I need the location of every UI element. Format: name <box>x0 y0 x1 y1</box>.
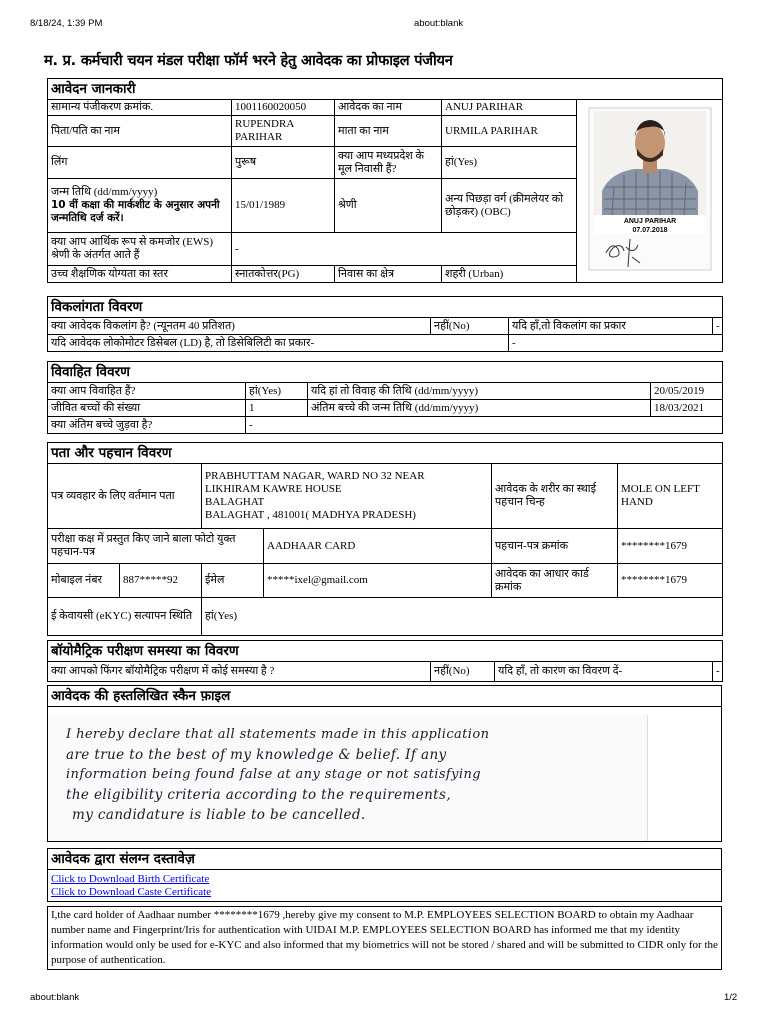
disability-answer: नहीं(No) <box>431 318 509 335</box>
children-label: जीवित बच्चों की संख्या <box>48 400 246 417</box>
print-page-number: 1/2 <box>724 992 738 1003</box>
consent-table <box>47 906 722 970</box>
reg-value: 1001160020050 <box>232 100 335 116</box>
address-line-3: BALAGHAT <box>205 496 265 508</box>
biometric-table <box>47 640 723 682</box>
last-child-dob-value: 18/03/2021 <box>651 400 723 417</box>
category-value: अन्य पिछड़ा वर्ग (क्रीमलेयर को छोड़कर) (OBC) <box>442 179 577 233</box>
area-label: निवास का क्षेत्र <box>335 266 442 283</box>
disability-type-label: यदि हाँ,तो विकलांग का प्रकार <box>509 318 713 335</box>
handwritten-line-4: the eligibility criteria according to the requirements, <box>66 787 452 803</box>
aadhaar-value: ********1679 <box>618 564 723 598</box>
handwritten-line-1: I hereby declare that all statements made in this application <box>66 727 490 742</box>
handwritten-table <box>47 685 722 842</box>
gender-value: पुरूष <box>232 147 335 179</box>
father-value: RUPENDRA PARIHAR <box>232 116 335 147</box>
domicile-value: हां(Yes) <box>442 147 577 179</box>
reg-label: सामान्य पंजीकरण क्रमांक. <box>48 100 232 116</box>
address-value <box>202 464 492 529</box>
print-footer-url: about:blank <box>30 992 80 1003</box>
print-url: about:blank <box>414 18 464 29</box>
father-label: पिता/पति का नाम <box>48 116 232 147</box>
address-line-2: LIKHIRAM KAWRE HOUSE <box>205 483 342 495</box>
download-caste-certificate-link[interactable]: Click to Download Caste Certificate <box>51 885 212 898</box>
id-proof-label: परीक्षा कक्ष में प्रस्तुत किए जाने बाला फोटो युक्त पहचान-पत्र <box>48 529 264 564</box>
id-number-value: ********1679 <box>618 529 723 564</box>
name-value: ANUJ PARIHAR <box>442 100 577 116</box>
photo-caption-name: ANUJ PARIHAR <box>623 218 676 225</box>
id-proof-value: AADHAAR CARD <box>264 529 492 564</box>
address-line-4: BALAGHAT , 481001( MADHYA PRADESH) <box>205 509 416 521</box>
handwritten-line-3: information being found false at any stage or not satisfying <box>66 767 481 782</box>
mobile-value: 887*****92 <box>120 564 202 598</box>
biometric-question: क्या आपको फिंगर बॉयोमैट्रिक परीक्षण में कोई समस्या है ? <box>48 662 431 682</box>
edu-label: उच्च शैक्षणिक योग्यता का स्तर <box>48 266 232 283</box>
download-birth-certificate-link[interactable]: Click to Download Birth Certificate <box>51 872 210 885</box>
documents-heading: आवेदक द्वारा संलग्न दस्तावेज़ <box>48 849 722 870</box>
dob-note: 10 वीं कक्षा की मार्कशीट के अनुसार अपनी जन्मतिथि दर्ज करें। <box>51 199 220 224</box>
edu-value: स्नातकोत्तर(PG) <box>232 266 335 283</box>
biometric-reason-value: - <box>713 662 723 682</box>
marriage-date-label: यदि हां तो विवाह की तिथि (dd/mm/yyyy) <box>308 383 651 400</box>
application-info-table <box>47 78 723 283</box>
domicile-label: क्या आप मध्यप्रदेश के मूल निवासी हैं? <box>335 147 442 179</box>
marriage-date-value: 20/05/2019 <box>651 383 723 400</box>
id-number-label: पहचान-पत्र क्रमांक <box>492 529 618 564</box>
email-label: ईमेल <box>202 564 264 598</box>
name-label: आवेदक का नाम <box>335 100 442 116</box>
disability-question: क्या आवेदक विकलांग है? (न्यूनतम 40 प्रतिशत) <box>48 318 431 335</box>
married-answer: हां(Yes) <box>246 383 308 400</box>
aadhaar-consent-text: I,the card holder of Aadhaar number ********1679 ,hereby give my consent to M.P. EMPLOYEES SELECTION BOARD to obtain my Aadhaar number name and Fingerprint/Iris for authentication with UIDAI M.P. EMPLOYEES SELECTION BOARD has informed me that my identity information would only be used for e-KYC and also informed that my biometrics will not be stored / shared and will be submitted to CIDR only for the purpose of authentication. <box>48 907 722 970</box>
twins-label: क्या अंतिम बच्चे जुड़वा है? <box>48 417 246 434</box>
identity-mark-value: MOLE ON LEFT HAND <box>618 464 723 529</box>
handwritten-scan <box>48 707 722 842</box>
disability-table <box>47 296 723 352</box>
photo-caption-date: 07.07.2018 <box>631 227 668 234</box>
disability-type-value: - <box>713 318 723 335</box>
address-table <box>47 442 723 636</box>
dob-value: 15/01/1989 <box>232 179 335 233</box>
documents-table <box>47 848 722 902</box>
ekyc-label: ई केवायसी (eKYC) सत्यापन स्थिति <box>48 598 202 636</box>
address-line-1: PRABHUTTAM NAGAR, WARD NO 32 NEAR <box>205 470 425 482</box>
applicant-photo <box>588 107 712 271</box>
children-value: 1 <box>246 400 308 417</box>
ews-value: - <box>232 233 577 266</box>
dob-label: जन्म तिथि (dd/mm/yyyy) <box>51 186 158 198</box>
mother-value: URMILA PARIHAR <box>442 116 577 147</box>
twins-value: - <box>246 417 723 434</box>
disability-heading: विकलांगता विवरण <box>48 297 723 318</box>
address-label: पत्र व्यवहार के लिए वर्तमान पता <box>48 464 202 529</box>
area-value: शहरी (Urban) <box>442 266 577 283</box>
married-question: क्या आप विवाहित हैं? <box>48 383 246 400</box>
mother-label: माता का नाम <box>335 116 442 147</box>
address-heading: पता और पहचान विवरण <box>48 443 723 464</box>
handwritten-line-5: my candidature is liable to be cancelled. <box>72 807 366 823</box>
email-value: *****ixel@gmail.com <box>264 564 492 598</box>
category-label: श्रेणी <box>335 179 442 233</box>
print-datetime: 8/18/24, 1:39 PM <box>30 18 103 29</box>
gender-label: लिंग <box>48 147 232 179</box>
handwritten-heading: आवेदक की हस्तलिखित स्कैन फ़ाइल <box>48 686 722 707</box>
photo-cell <box>577 100 723 283</box>
mobile-label: मोबाइल नंबर <box>48 564 120 598</box>
biometric-answer: नहीं(No) <box>431 662 495 682</box>
biometric-reason-label: यदि हाँ, तो कारण का विवरण दें- <box>495 662 713 682</box>
biometric-heading: बॉयोमैट्रिक परीक्षण समस्या का विवरण <box>48 641 723 662</box>
last-child-dob-label: अंतिम बच्चे की जन्म तिथि (dd/mm/yyyy) <box>308 400 651 417</box>
identity-mark-label: आवेदक के शरीर का स्थाई पहचान चिन्ह <box>492 464 618 529</box>
page-title: म. प्र. कर्मचारी चयन मंडल परीक्षा फॉर्म भरने हेतु आवेदक का प्रोफाइल पंजीयन <box>44 53 453 69</box>
marital-heading: विवाहित विवरण <box>48 362 723 383</box>
ld-question: यदि आवेदक लोकोमोटर डिसेबल (LD) है, तो डिसेबिलिटी का प्रकार- <box>48 335 509 352</box>
application-info-heading: आवेदन जानकारी <box>48 79 723 100</box>
aadhaar-label: आवेदक का आधार कार्ड क्रमांक <box>492 564 618 598</box>
ekyc-value: हां(Yes) <box>202 598 723 636</box>
handwritten-line-2: are true to the best of my knowledge & belief. If any <box>66 747 447 763</box>
marital-table <box>47 361 723 434</box>
ews-label: क्या आप आर्थिक रूप से कमजोर (EWS) श्रेणी के अंतर्गत आते हैं <box>48 233 232 266</box>
ld-answer: - <box>509 335 723 352</box>
